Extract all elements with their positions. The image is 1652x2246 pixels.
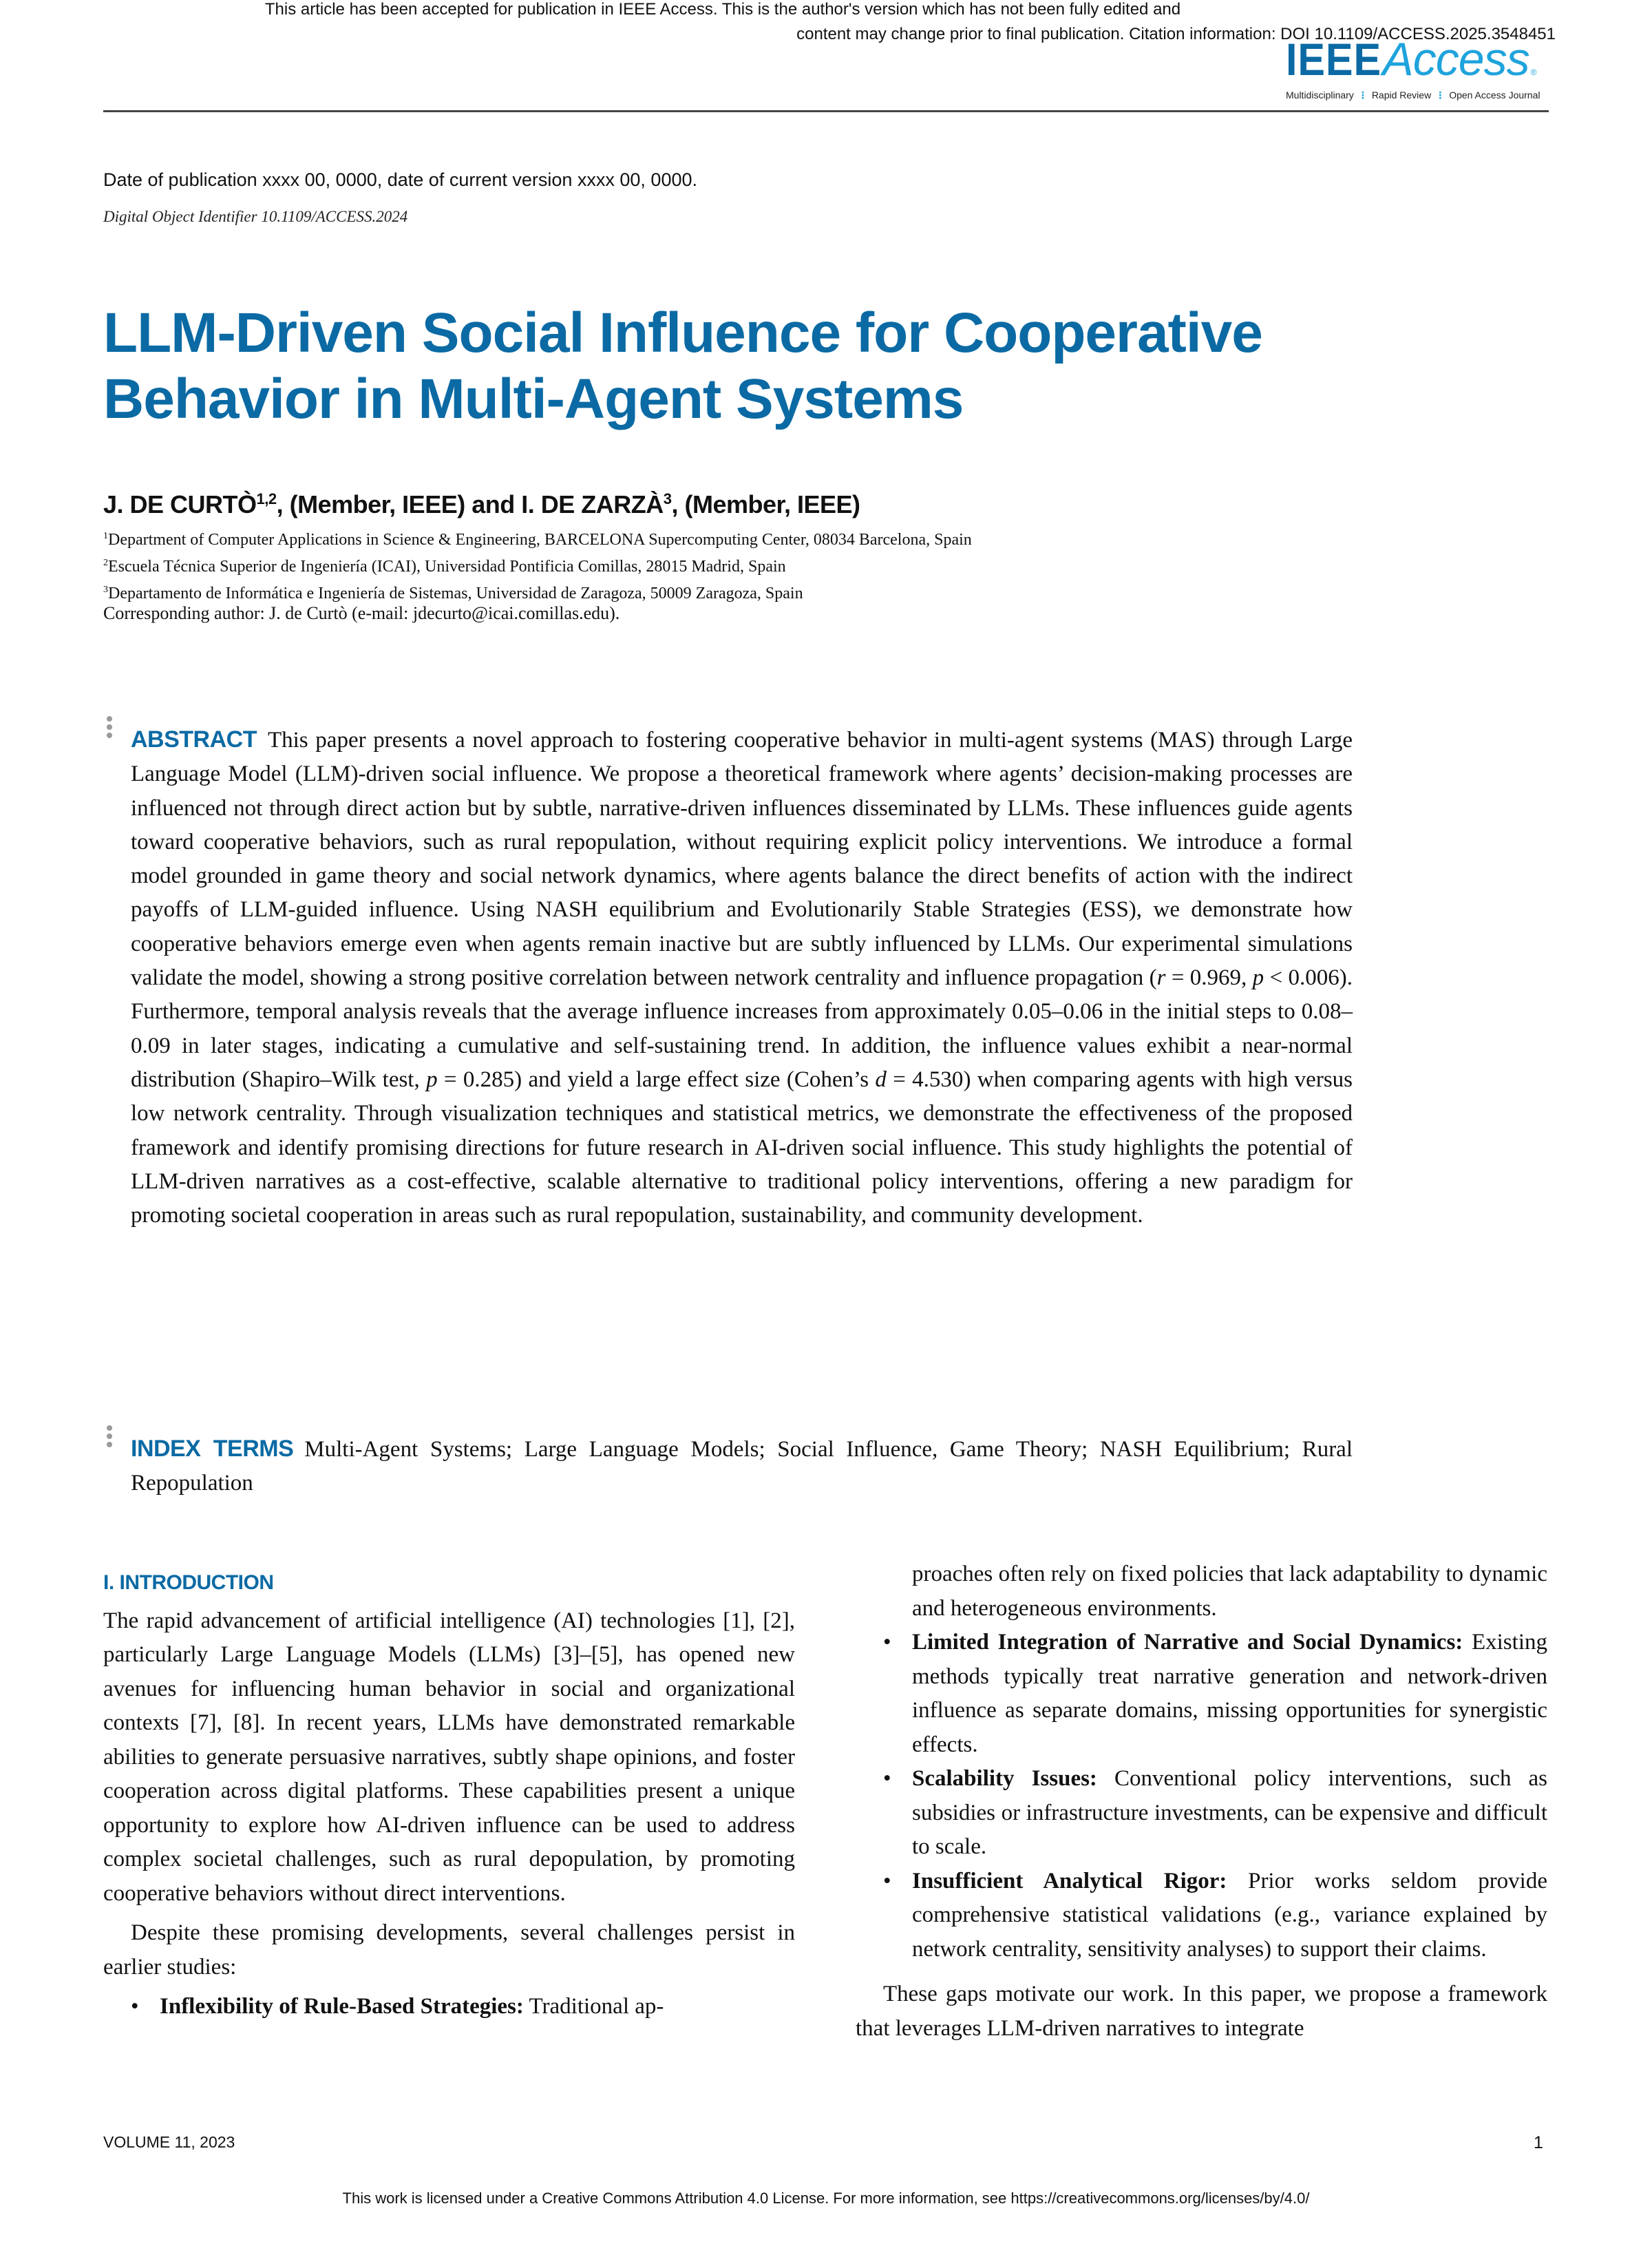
abstract-text: This paper presents a novel approach to fostering cooperative behavior in multi-agent systems (MAS) through Large Language Model (LLM)-driven social influence. We propose a theoretical framework where agents’ decision-making processes are influenced not through direct action but by subtle, narrative-driven influences disseminated by LLMs. These influences guide agents toward cooperative behaviors, such as rural repopulation, without requiring explicit policy interventions. We introduce a formal model grounded in game theory and social network dynamics, where agents balance the direct benefits of action with the indirect payoffs of LLM-guided influence. Using NASH equilibrium and Evolutionarily Stable Strategies (ESS), we demonstrate how cooperative behaviors emerge even when agents remain inactive but are subtly influenced by LLMs. Our experimental simulations validate the model, showing a strong positive correlation between network centrality and influence propagation ( [131, 728, 1353, 991]
corresponding-author: Corresponding author: J. de Curtò (e-mail: jdecurto@icai.comillas.edu). [103, 603, 620, 623]
list-item [856, 1762, 1547, 1865]
abstract-text: ). Furthermore, temporal analysis reveals that the average influence increases from approximately 0.05–0.06 in the initial steps to 0.08–0.09 in later stages, indicating a cumulative and self-sustaining trend. In addition, the influence values exhibit a near-normal distribution (Shapiro–Wilk test, [131, 965, 1353, 1092]
intro-paragraph-2: Despite these promising developments, several challenges persist in earlier studies: [103, 1920, 795, 1980]
title-line-1: LLM-Driven Social Influence for Cooperative [103, 302, 1262, 364]
list-item [856, 1626, 1547, 1762]
intro-paragraph-3: These gaps motivate our work. In this paper, we propose a framework that leverages LLM-driven narratives to integrate [856, 1982, 1547, 2041]
affiliation-number: 2 [103, 558, 108, 568]
section-heading-introduction: I. INTRODUCTION [103, 1571, 274, 1594]
volume-label: VOLUME 11, 2023 [103, 2133, 235, 2151]
left-column [103, 1563, 795, 2024]
list-item-text: Conventional policy interventions, such as subsidies or infrastructure investments, can be expensive and difficult to scale. [912, 1766, 1548, 1859]
author-list [103, 490, 860, 519]
math-var: r [1156, 965, 1166, 991]
title-line-2: Behavior in Multi-Agent Systems [103, 368, 964, 430]
acceptance-notice-line1: This article has been accepted for publication in IEEE Access. This is the author's version which has not been fully edited and [264, 0, 1181, 19]
math-var: p [1252, 965, 1264, 991]
paper-title [103, 300, 1411, 432]
list-item [103, 1990, 795, 2024]
list-item-title: Scalability Issues: [912, 1766, 1097, 1791]
author-name: I. DE ZARZÀ [521, 490, 664, 518]
affiliation-3 [103, 578, 972, 605]
dotted-marker-icon [107, 1425, 114, 1450]
list-item-title: Inflexibility of Rule-Based Strategies: [160, 1994, 524, 2019]
affiliation-number: 3 [103, 585, 108, 595]
author-name: J. DE CURTÒ [103, 490, 257, 518]
tagline-part: Open Access Journal [1449, 90, 1540, 101]
right-column [856, 1557, 1547, 2046]
bullet-icon: • [883, 1766, 891, 1791]
intro-paragraph-1: The rapid advancement of artificial intelligence (AI) technologies [1], [2], particularly Large Language Models (LLMs) [3]–[5], has opened new avenues for influencing human behavior in social and organizational contexts [7], [8]. In recent years, LLMs have demonstrated remarkable abilities to generate persuasive narratives, subtly shape opinions, and foster cooperation across digital platforms. These capabilities present a unique opportunity to explore how AI-driven influence can be used to address complex societal challenges, such as rural depopulation, by promoting cooperative behaviors without direct interventions. [103, 1608, 795, 1906]
abstract-text: ) and yield a large effect size (Cohen’s [514, 1067, 876, 1092]
logo-access-text: Access [1382, 33, 1529, 85]
affiliation-text: Departamento de Informática e Ingeniería de Sistemas, Universidad de Zaragoza, 50009 Zaragoza, Spain [108, 585, 803, 602]
bullet-icon: • [883, 1868, 891, 1893]
logo-ieee-text: IEEE [1286, 34, 1381, 85]
challenges-list-continued [856, 1626, 1547, 1966]
challenges-list [103, 1990, 795, 2024]
abstract-label: ABSTRACT [131, 726, 257, 753]
abstract-text: ) when comparing agents with high versus low network centrality. Through visualization techniques and statistical metrics, we demonstrate the effectiveness of the proposed framework and identify promising directions for future research in AI-driven social influence. This study highlights the potential of LLM-driven narratives as a cost-effective, scalable alternative to traditional policy interventions, offering a new paradigm for promoting societal cooperation in areas such as rural repopulation, sustainability, and community development. [131, 1067, 1353, 1228]
list-item [856, 1865, 1547, 1967]
dotted-separator-icon: ⋮ [1435, 90, 1446, 101]
affiliation-number: 1 [103, 531, 108, 541]
ieee-access-logo [1286, 33, 1547, 101]
header-divider [103, 110, 1549, 112]
affiliation-text: Department of Computer Applications in Science & Engineering, BARCELONA Supercomputing Center, 08034 Barcelona, Spain [108, 531, 972, 549]
publication-date: Date of publication xxxx 00, 0000, date of current version xxxx 00, 0000. [103, 169, 697, 190]
affiliation-marker: 1,2 [256, 490, 277, 507]
bullet-icon: • [883, 1630, 891, 1655]
abstract [131, 723, 1353, 1232]
list-item-title: Insufficient Analytical Rigor: [912, 1868, 1227, 1893]
affiliation-2 [103, 552, 972, 578]
doi-line: Digital Object Identifier 10.1109/ACCESS.2024 [103, 208, 408, 225]
math-value: = 4.530 [886, 1067, 964, 1092]
tagline-part: Rapid Review [1371, 90, 1432, 101]
registered-mark-icon: ® [1530, 67, 1537, 77]
math-value: < 0.006 [1264, 965, 1339, 991]
affiliations [103, 525, 972, 605]
math-var: d [875, 1067, 887, 1092]
acceptance-notice-line2: content may change prior to final publication. Citation information: DOI 10.1109/ACCESS.2025.3548451 [796, 25, 1556, 43]
math-var: p [426, 1067, 438, 1092]
license-notice: This work is licensed under a Creative Commons Attribution 4.0 License. For more information, see https://creativecommons.org/licenses/by/4.0/ [342, 2190, 1310, 2207]
dotted-marker-icon [107, 716, 114, 741]
math-value: = 0.969, [1165, 965, 1253, 991]
tagline-part: Multidisciplinary [1286, 90, 1354, 101]
page-number: 1 [1534, 2133, 1543, 2152]
math-value: = 0.285 [437, 1067, 515, 1092]
author-role: , (Member, IEEE) [671, 490, 860, 518]
list-item-text: Prior works seldom provide comprehensive statistical validations (e.g., variance explained by network centrality, sensitivity analyses) to support their claims. [912, 1868, 1547, 1962]
list-item-continuation: proaches often rely on fixed policies that lack adaptability to dynamic and heterogeneous environments. [912, 1562, 1547, 1621]
logo-tagline [1286, 90, 1547, 101]
bullet-icon: • [131, 1994, 139, 2019]
affiliation-marker: 3 [663, 490, 672, 507]
affiliation-1 [103, 525, 972, 552]
list-item-text: Traditional ap- [523, 1994, 664, 2019]
index-terms [131, 1432, 1353, 1500]
list-item-text: Existing methods typically treat narrative generation and network-driven influence as separate domains, missing opportunities for synergistic effects. [912, 1630, 1547, 1757]
dotted-separator-icon: ⋮ [1357, 90, 1368, 101]
index-terms-text: Multi-Agent Systems; Large Language Models; Social Influence, Game Theory; NASH Equilibrium; Rural Repopulation [131, 1437, 1353, 1495]
list-item-title: Limited Integration of Narrative and Social Dynamics: [912, 1630, 1463, 1655]
affiliation-text: Escuela Técnica Superior de Ingeniería (ICAI), Universidad Pontificia Comillas, 28015 Madrid, Spain [108, 558, 786, 576]
index-terms-label: INDEX TERMS [131, 1436, 294, 1462]
author-role: , (Member, IEEE) and [276, 490, 522, 518]
